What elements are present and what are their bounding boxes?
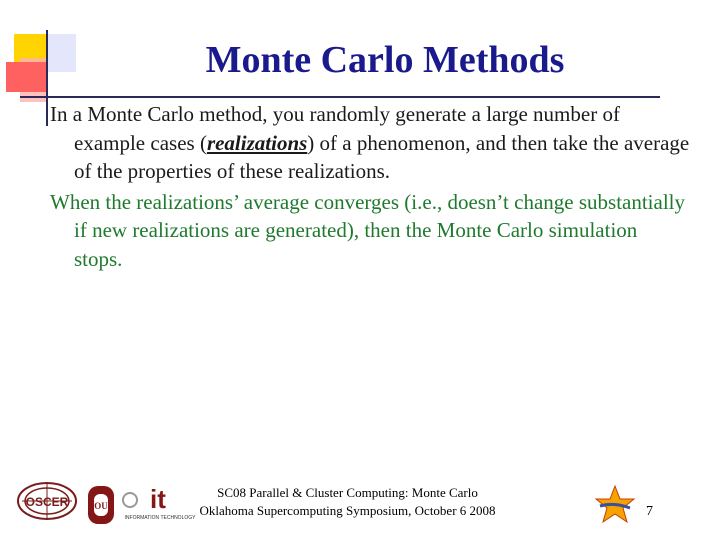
footer-line-1: SC08 Parallel & Cluster Computing: Monte Carlo [217,485,478,500]
oscer-logo [16,480,78,522]
decor-horizontal-line [20,96,660,98]
slide-title: Monte Carlo Methods [205,39,565,81]
footer-line-2: Oklahoma Supercomputing Symposium, October 6 2008 [199,503,496,518]
bullet-2: When the realizations’ average converges (i.e., doesn’t change substantially if new realizations are generated), then the Monte Carlo simulation stops. [50,189,686,271]
it-logo-subtext: INFORMATION TECHNOLOGY [124,515,196,521]
bullet-1 [50,100,690,186]
decor-square-lavender [48,34,76,72]
footer-text [150,484,545,520]
bullet-1-text-after: ) of a phenomenon, and then take the average of the properties of these realizations. [74,130,690,183]
bullet-list [50,100,690,275]
star-logo-icon [594,484,636,524]
bullet-1-emphasis: realizations [206,130,308,155]
oscer-logo-text: OSCER [25,495,69,509]
page-number: 7 [646,504,653,519]
bullet-1-text-before: In a Monte Carlo method, you randomly generate a large number of example cases ( [50,102,620,155]
ou-logo-text: OU [94,501,108,511]
decor-square-red [6,62,46,92]
ou-logo [84,482,118,528]
it-logo-text: it [150,484,166,514]
decor-vertical-line [46,30,48,126]
